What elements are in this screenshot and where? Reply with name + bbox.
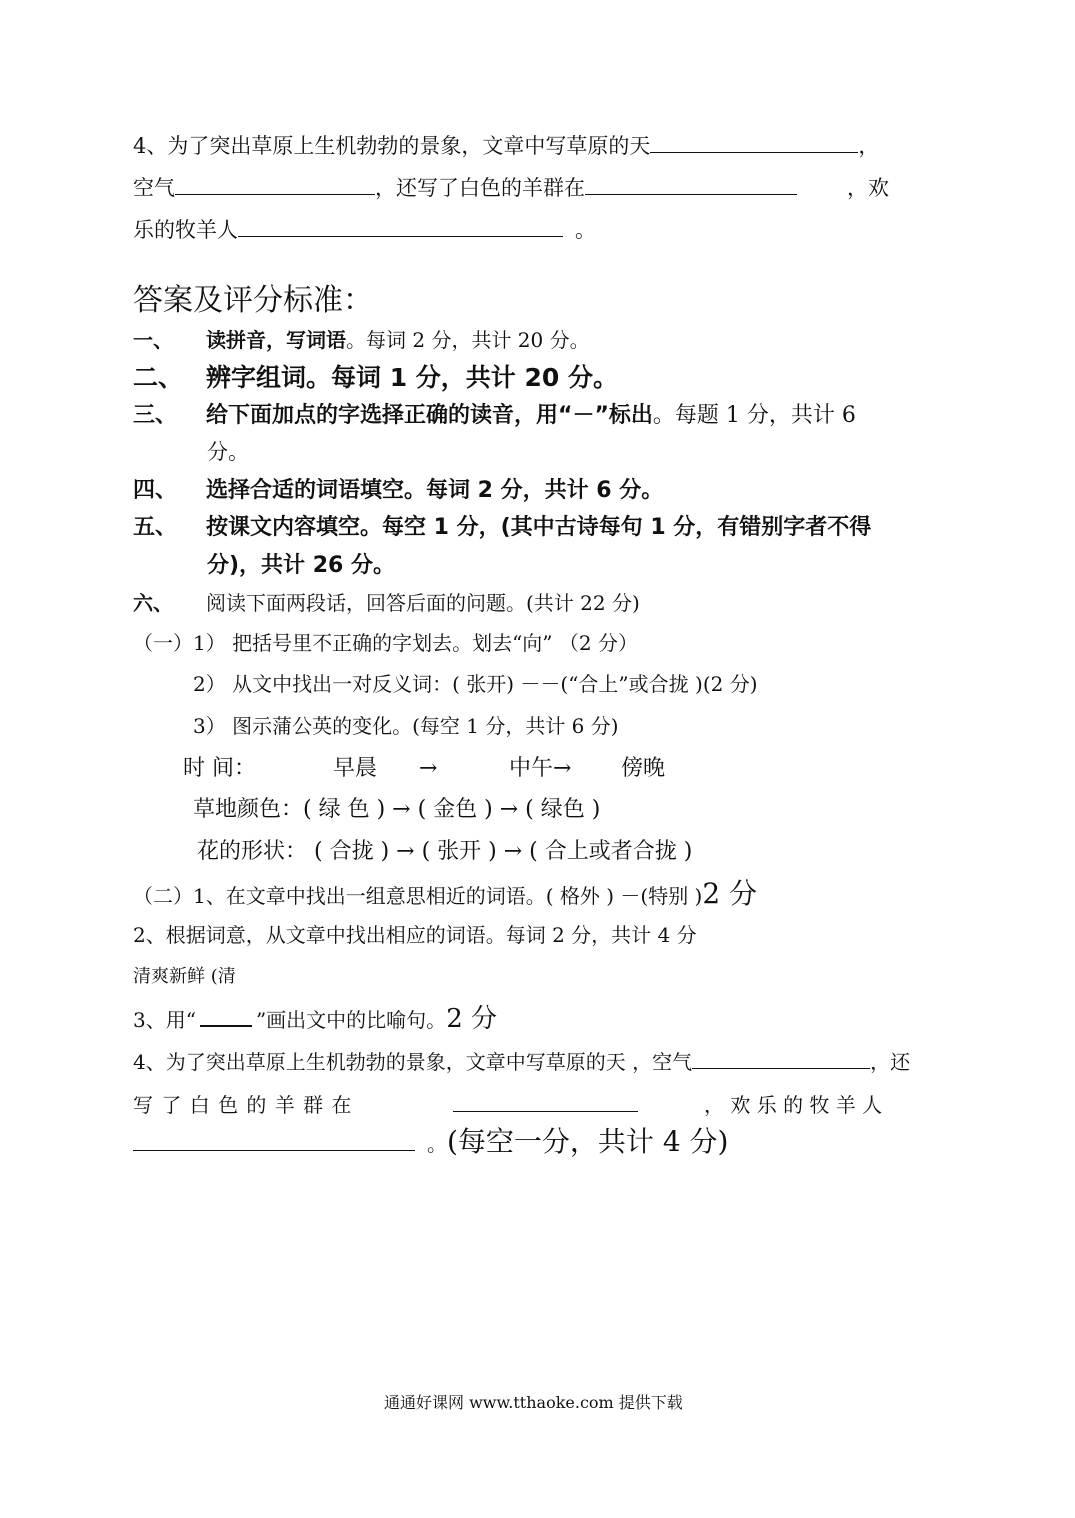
time-morning: 早晨 xyxy=(333,756,378,781)
part2-q4-line2-text-b: ， 欢 乐 的 牧 羊 人 xyxy=(704,1093,883,1117)
item-5 xyxy=(133,517,871,539)
blank-shepherd-2[interactable] xyxy=(133,1132,415,1151)
part2-q3-text-b: ”画出文中的比喻句。 xyxy=(255,1008,447,1032)
top-q4-line1 xyxy=(133,134,879,157)
blank-air-2[interactable] xyxy=(692,1050,870,1069)
part2-q4-line2 xyxy=(133,1093,882,1115)
part1-q1: （一）1） 把括号里不正确的字划去。划去“向” （2 分） xyxy=(133,631,638,655)
item-6 xyxy=(133,593,640,613)
top-q4-line3-text-a: 乐的牧羊人 xyxy=(133,218,238,242)
top-q4-line2-text-b: ，还写了白色的羊群在 xyxy=(375,176,585,200)
part2-q4-line1 xyxy=(133,1050,910,1072)
item-3-rest: 。每题 1 分，共计 6 xyxy=(652,403,856,428)
color-row: 草地颜色：( 绿 色 ) → ( 金色 ) → ( 绿色 ) xyxy=(193,797,601,822)
item-3-cont: 分。 xyxy=(207,440,249,464)
item-2 xyxy=(133,365,618,390)
part2-q4-score: (每空一分，共计 4 分) xyxy=(447,1125,729,1158)
item-5-cont: 分)，共计 26 分。 xyxy=(207,553,395,578)
answer-title: 答案及评分标准： xyxy=(133,283,373,318)
top-q4-line2-text-c: ，欢 xyxy=(847,176,889,200)
top-q4-line1-text: 4、为了突出草原上生机勃勃的景象，文章中写草原的天 xyxy=(133,134,651,158)
item-4-num: 四、 xyxy=(133,478,178,503)
part1-q2: 2） 从文中找出一对反义词：( 张开) －－(“合上”或合拢 )(2 分) xyxy=(193,672,758,696)
time-evening: 傍晚 xyxy=(621,756,666,781)
item-3-bold: 给下面加点的字选择正确的读音，用“－”标出 xyxy=(206,403,653,428)
item-1-bold: 读拼音，写词语 xyxy=(206,328,346,352)
item-5-bold: 按课文内容填空。每空 1 分，(其中古诗每句 1 分，有错别字者不得 xyxy=(206,515,872,540)
top-q4-line2-text-a: 空气 xyxy=(133,176,175,200)
part2-q3-score: 2 分 xyxy=(446,1004,497,1034)
part2-q1-text: （二）1、在文章中找出一组意思相近的词语。( 格外 ) －(特别 ) xyxy=(133,884,703,908)
blank-sheep-2[interactable] xyxy=(453,1093,638,1112)
item-1-num: 一、 xyxy=(133,328,173,352)
top-q4-line3 xyxy=(133,218,596,241)
part2-q2-answer: 清爽新鲜 (清 xyxy=(133,966,236,987)
top-q4-line2 xyxy=(133,176,889,199)
blank-sky[interactable] xyxy=(650,134,858,153)
item-6-rest: 阅读下面两段话，回答后面的问题。(共计 22 分) xyxy=(206,591,640,615)
top-q4-line3-period: 。 xyxy=(575,218,596,242)
page-footer: 通通好课网 www.tthaoke.com 提供下载 xyxy=(384,1393,683,1412)
time-noon: 中午→ xyxy=(509,756,572,781)
item-3-num: 三、 xyxy=(133,403,178,428)
item-5-num: 五、 xyxy=(133,515,178,540)
part2-q3-text-a: 3、用“ xyxy=(133,1008,196,1032)
shape-row: 花的形状： ( 合拢 ) → ( 张开 ) → ( 合上或者合拢 ) xyxy=(197,839,693,864)
part2-q4-line1-text: 4、为了突出草原上生机勃勃的景象，文章中写草原的天 ，空气 xyxy=(133,1050,693,1074)
time-row xyxy=(183,758,665,780)
part2-q2: 2、根据词意，从文章中找出相应的词语。每词 2 分，共计 4 分 xyxy=(133,923,697,947)
part2-q4-line3-period: 。 xyxy=(427,1132,447,1156)
part2-q4-line1-end: ，还 xyxy=(870,1050,911,1074)
item-1 xyxy=(133,330,590,350)
part2-q1 xyxy=(133,877,758,910)
item-2-bold: 辨字组词。每词 1 分，共计 20 分。 xyxy=(206,363,619,392)
blank-shepherd[interactable] xyxy=(238,218,563,237)
item-4-bold: 选择合适的词语填空。每词 2 分，共计 6 分。 xyxy=(206,478,664,503)
top-q4-line1-comma: ， xyxy=(858,134,880,158)
underline-sample xyxy=(200,1011,252,1027)
part2-q3 xyxy=(133,1006,497,1032)
item-4 xyxy=(133,480,663,502)
item-6-num: 六、 xyxy=(133,591,173,615)
item-2-num: 二、 xyxy=(133,363,184,392)
item-3 xyxy=(133,405,856,427)
blank-sheep[interactable] xyxy=(585,176,797,195)
time-label: 时 间： xyxy=(183,756,256,781)
part2-q4-line3 xyxy=(133,1125,729,1158)
item-1-rest: 。每词 2 分，共计 20 分。 xyxy=(346,328,590,352)
part2-q1-score: 2 分 xyxy=(702,877,758,910)
blank-air[interactable] xyxy=(175,176,375,195)
arrow-icon: → xyxy=(419,756,438,781)
part1-q3: 3） 图示蒲公英的变化。(每空 1 分，共计 6 分) xyxy=(193,714,619,738)
part2-q4-line2-text-a: 写 了 白 色 的 羊 群 在 xyxy=(133,1093,353,1117)
